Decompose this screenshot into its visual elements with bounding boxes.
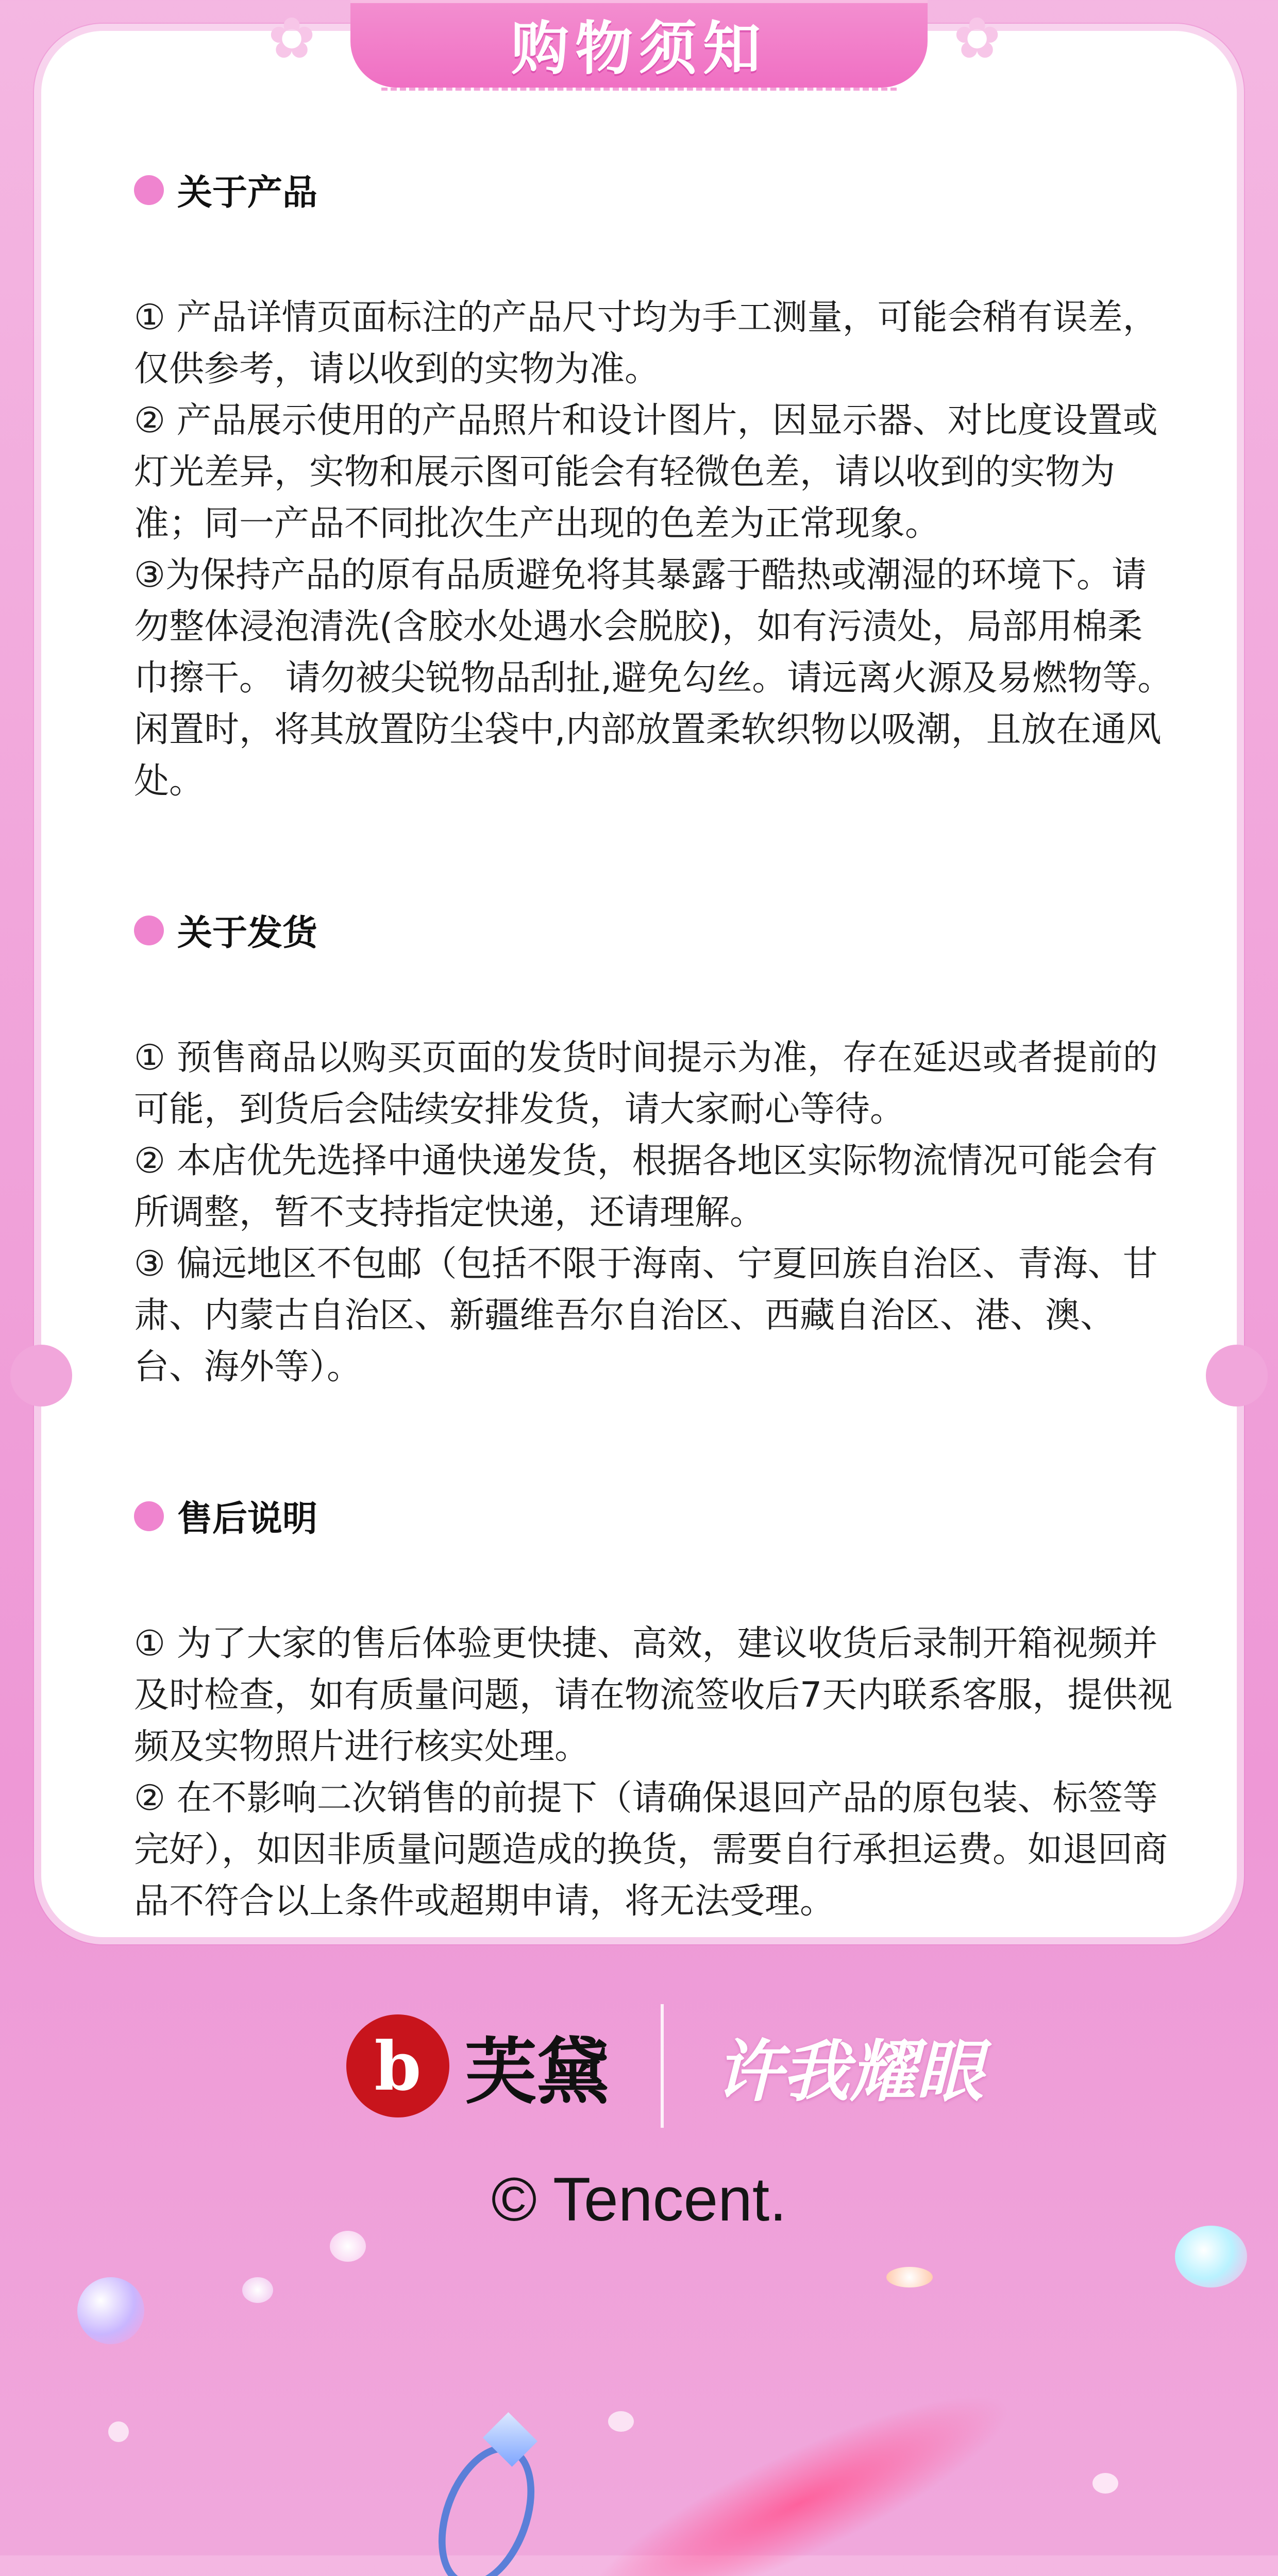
section-header bbox=[134, 1491, 1175, 1541]
card-notch-right bbox=[1206, 1345, 1268, 1406]
swoosh-decoration bbox=[567, 2359, 1031, 2576]
petal-decoration bbox=[1092, 2473, 1118, 2494]
section-paragraph: ① 预售商品以购买页面的发货时间提示为准，存在延迟或者提前的可能，到货后会陆续安排发货，请大家耐心等待。 bbox=[134, 1038, 1158, 1130]
section-title: 关于发货 bbox=[177, 913, 318, 954]
petal-decoration bbox=[77, 2277, 144, 2344]
page-title: 购物须知 bbox=[511, 15, 767, 82]
section-paragraph: ③ 偏远地区不包邮（包括不限于海南、宁夏回族自治区、青海、甘肃、内蒙古自治区、新疆维吾尔自治区、西藏自治区、港、澳、台、海外等）。 bbox=[134, 1244, 1158, 1387]
partner-logo: 许我耀眼 bbox=[715, 2031, 984, 2111]
footer-logos bbox=[330, 1999, 1000, 2133]
flower-icon: ✿ bbox=[268, 5, 316, 71]
section-paragraph: ① 产品详情页面标注的产品尺寸均为手工测量，可能会稍有误差，仅供参考，请以收到的实物为准。 bbox=[134, 297, 1158, 389]
title-underline bbox=[381, 88, 897, 91]
section-header bbox=[134, 165, 1175, 215]
section-title: 关于产品 bbox=[177, 173, 318, 213]
bullet-dot-icon bbox=[134, 1501, 164, 1531]
bullet-dot-icon bbox=[134, 916, 164, 945]
ring-icon bbox=[421, 2432, 552, 2576]
flower-icon: ✿ bbox=[953, 5, 1001, 71]
card-notch-left bbox=[10, 1345, 72, 1406]
logo-divider bbox=[661, 2004, 664, 2128]
notice-content bbox=[134, 165, 1175, 2025]
section-shipping bbox=[134, 905, 1175, 1393]
petal-decoration bbox=[242, 2277, 273, 2303]
brand-name: 芙黛 bbox=[464, 2029, 609, 2114]
section-paragraph: ② 在不影响二次销售的前提下（请确保退回产品的原包装、标签等完好），如因非质量问题造成的换货，需要自行承担运费。如退回商品不符合以上条件或超期申请，将无法受理。 bbox=[134, 1778, 1168, 1922]
section-paragraph: ③为保持产品的原有品质避免将其暴露于酷热或潮湿的环境下。请勿整体浸泡清洗(含胶水处遇水会脱胶)，如有污渍处，局部用棉柔巾擦干。 请勿被尖锐物品刮扯,避免勾丝。请远离火源及易燃物等。闲置时，将其放置防尘袋中,内部放置柔软织物以吸潮，且放在通风处。 bbox=[134, 555, 1173, 802]
section-paragraph: ① 为了大家的售后体验更快捷、高效，建议收货后录制开箱视频并及时检查，如有质量问题，请在物流签收后7天内联系客服，提供视频及实物照片进行核实处理。 bbox=[134, 1623, 1173, 1767]
section-title: 售后说明 bbox=[177, 1499, 318, 1539]
copyright-text: © Tencent. bbox=[491, 2165, 787, 2234]
petal-decoration bbox=[330, 2231, 366, 2262]
section-header bbox=[134, 905, 1175, 955]
section-after-sales bbox=[134, 1491, 1175, 1927]
section-product bbox=[134, 165, 1175, 807]
petal-decoration bbox=[108, 2421, 129, 2442]
section-paragraph: ② 产品展示使用的产品照片和设计图片，因显示器、对比度设置或灯光差异，实物和展示图可能会有轻微色差，请以收到的实物为准；同一产品不同批次生产出现的色差为正常现象。 bbox=[134, 400, 1158, 544]
brand-logo-icon: b bbox=[346, 2014, 449, 2117]
petal-decoration bbox=[608, 2411, 634, 2432]
bullet-dot-icon bbox=[134, 175, 164, 205]
petal-decoration bbox=[886, 2267, 933, 2287]
title-banner bbox=[350, 0, 928, 88]
section-paragraph: ② 本店优先选择中通快递发货，根据各地区实际物流情况可能会有所调整，暂不支持指定快递，还请理解。 bbox=[134, 1141, 1158, 1233]
petal-decoration bbox=[1175, 2226, 1247, 2287]
